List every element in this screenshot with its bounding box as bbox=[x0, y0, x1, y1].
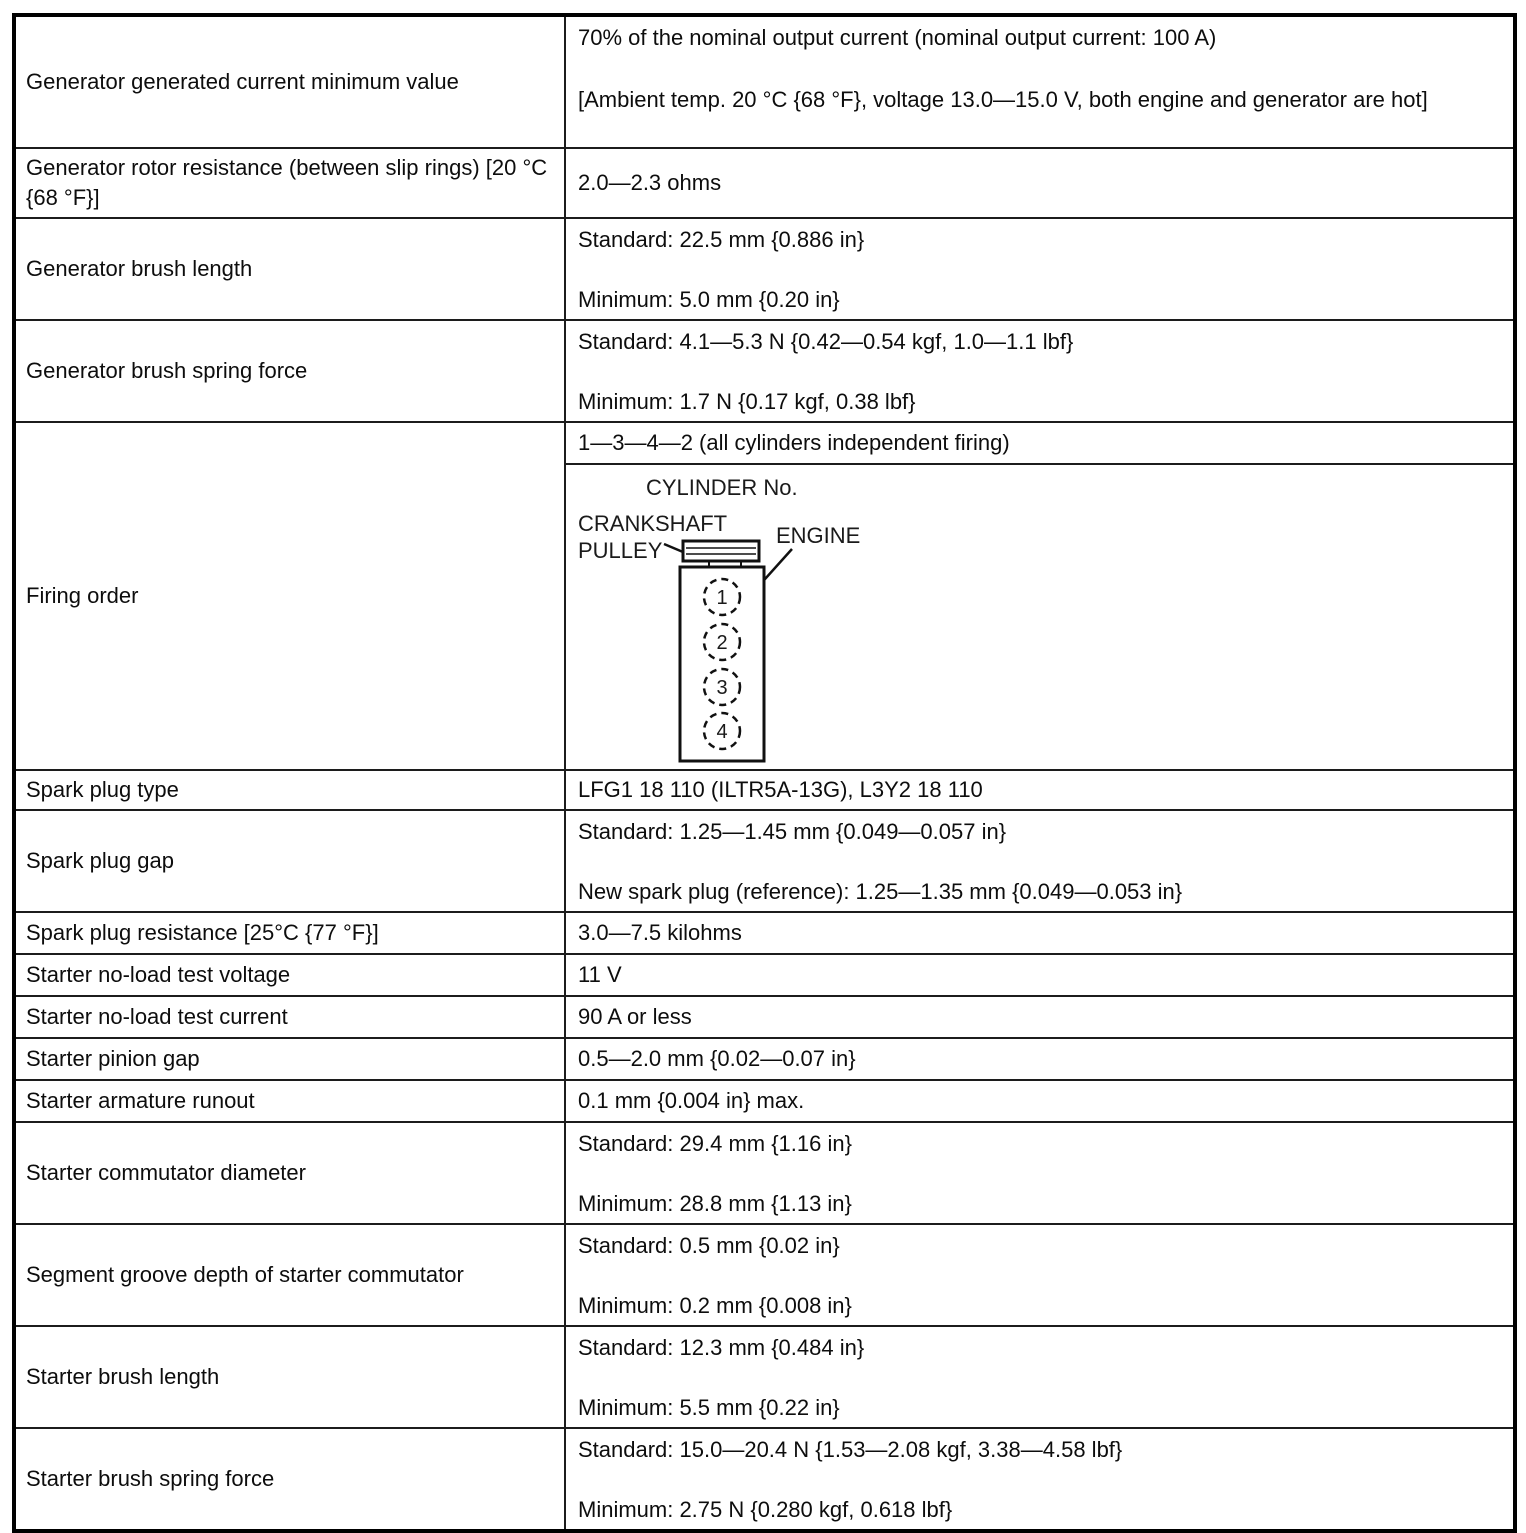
pulley-label: PULLEY bbox=[578, 538, 663, 563]
spec-value bbox=[565, 320, 1515, 422]
table-row bbox=[14, 148, 1515, 218]
spec-name: Spark plug gap bbox=[14, 810, 565, 912]
spec-value-line: Minimum: 2.75 N {0.280 kgf, 0.618 lbf} bbox=[578, 1497, 953, 1522]
table-row bbox=[14, 996, 1515, 1038]
spec-value bbox=[565, 1122, 1515, 1224]
spec-value-line: Standard: 4.1—5.3 N {0.42—0.54 kgf, 1.0—1.1 lbf} bbox=[578, 329, 1074, 354]
spec-value: 3.0—7.5 kilohms bbox=[565, 912, 1515, 954]
table-row bbox=[14, 770, 1515, 810]
spec-name: Generator rotor resistance (between slip rings) [20 °C {68 °F}] bbox=[14, 148, 565, 218]
table-row bbox=[14, 218, 1515, 320]
spec-value-line: Standard: 22.5 mm {0.886 in} bbox=[578, 227, 865, 252]
spec-name: Firing order bbox=[14, 422, 565, 770]
spec-value bbox=[565, 1224, 1515, 1326]
spec-name: Spark plug type bbox=[14, 770, 565, 810]
spec-name: Starter no-load test current bbox=[14, 996, 565, 1038]
spec-name: Spark plug resistance [25°C {77 °F}] bbox=[14, 912, 565, 954]
spec-value bbox=[565, 810, 1515, 912]
spec-name: Generator brush length bbox=[14, 218, 565, 320]
spec-value: 11 V bbox=[565, 954, 1515, 996]
spec-name: Generator generated current minimum value bbox=[14, 15, 565, 148]
crankshaft-label: CRANKSHAFT bbox=[578, 511, 728, 536]
spec-value-line: Minimum: 1.7 N {0.17 kgf, 0.38 lbf} bbox=[578, 389, 916, 414]
spec-value-line: Standard: 12.3 mm {0.484 in} bbox=[578, 1335, 865, 1360]
spec-name: Starter brush spring force bbox=[14, 1428, 565, 1531]
cylinder-2-number: 2 bbox=[716, 632, 728, 654]
table-row bbox=[14, 15, 1515, 148]
spec-name: Starter pinion gap bbox=[14, 1038, 565, 1080]
spec-value-line: Standard: 29.4 mm {1.16 in} bbox=[578, 1131, 852, 1156]
table-row bbox=[14, 1122, 1515, 1224]
cylinder-4-number: 4 bbox=[716, 721, 728, 743]
spec-value: 0.5—2.0 mm {0.02—0.07 in} bbox=[565, 1038, 1515, 1080]
spec-value-line: 70% of the nominal output current (nominal output current: 100 A) bbox=[578, 25, 1217, 50]
table-row bbox=[14, 912, 1515, 954]
spec-value-line: Standard: 0.5 mm {0.02 in} bbox=[578, 1233, 840, 1258]
firing-order-sequence: 1—3—4—2 (all cylinders independent firing) bbox=[565, 422, 1515, 464]
firing-order-diagram bbox=[566, 465, 1510, 769]
spec-value-line: Standard: 15.0—20.4 N {1.53—2.08 kgf, 3.38—4.58 lbf} bbox=[578, 1437, 1123, 1462]
spec-value: 90 A or less bbox=[565, 996, 1515, 1038]
engine-electrical-spec-table bbox=[12, 13, 1517, 1533]
table-row bbox=[14, 1326, 1515, 1428]
spec-name: Starter commutator diameter bbox=[14, 1122, 565, 1224]
spec-value-line: Standard: 1.25—1.45 mm {0.049—0.057 in} bbox=[578, 819, 1007, 844]
table-row-firing-order bbox=[14, 422, 1515, 464]
spec-value bbox=[565, 1326, 1515, 1428]
spec-name: Starter no-load test voltage bbox=[14, 954, 565, 996]
cylinder-1-number: 1 bbox=[716, 587, 728, 609]
spec-value: LFG1 18 110 (ILTR5A-13G), L3Y2 18 110 bbox=[565, 770, 1515, 810]
table-row bbox=[14, 1224, 1515, 1326]
crankshaft-pulley-shape bbox=[683, 541, 759, 561]
table-row bbox=[14, 320, 1515, 422]
spec-value bbox=[565, 1428, 1515, 1531]
spec-value-line: Minimum: 28.8 mm {1.13 in} bbox=[578, 1191, 852, 1216]
spec-value bbox=[565, 15, 1515, 148]
spec-name: Starter brush length bbox=[14, 1326, 565, 1428]
spec-value-line: Minimum: 0.2 mm {0.008 in} bbox=[578, 1293, 852, 1318]
table-row bbox=[14, 1428, 1515, 1531]
table-row bbox=[14, 954, 1515, 996]
cylinder-no-label: CYLINDER No. bbox=[646, 475, 798, 500]
spec-value-line: [Ambient temp. 20 °C {68 °F}, voltage 13.0—15.0 V, both engine and generator are hot] bbox=[578, 87, 1428, 112]
spec-value-line: New spark plug (reference): 1.25—1.35 mm {0.049—0.053 in} bbox=[578, 879, 1183, 904]
table-row bbox=[14, 810, 1515, 912]
table-row bbox=[14, 1038, 1515, 1080]
spec-value bbox=[565, 218, 1515, 320]
spec-value-line: Minimum: 5.0 mm {0.20 in} bbox=[578, 287, 840, 312]
crankshaft-pointer-line bbox=[664, 544, 683, 552]
spec-value: 0.1 mm {0.004 in} max. bbox=[565, 1080, 1515, 1122]
engine-label: ENGINE bbox=[776, 523, 861, 548]
spec-name: Generator brush spring force bbox=[14, 320, 565, 422]
spec-value-line: Minimum: 5.5 mm {0.22 in} bbox=[578, 1395, 840, 1420]
spec-name: Segment groove depth of starter commutator bbox=[14, 1224, 565, 1326]
firing-order-diagram-cell bbox=[565, 464, 1515, 770]
spec-name: Starter armature runout bbox=[14, 1080, 565, 1122]
spec-value: 2.0—2.3 ohms bbox=[565, 148, 1515, 218]
table-row bbox=[14, 1080, 1515, 1122]
cylinder-3-number: 3 bbox=[716, 677, 728, 699]
